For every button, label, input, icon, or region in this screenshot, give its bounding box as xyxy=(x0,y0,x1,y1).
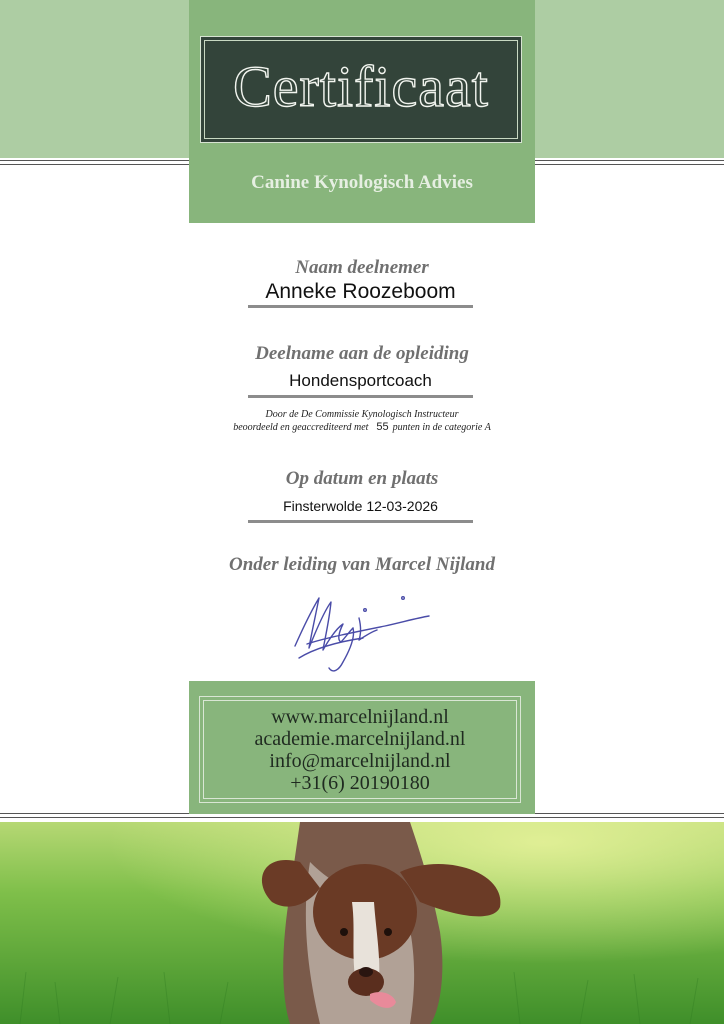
date-place-value: Finsterwolde 12-03-2026 xyxy=(283,498,438,514)
website-link[interactable]: www.marcelnijland.nl xyxy=(271,706,449,728)
accreditation-suffix: punten in de categorie A xyxy=(392,422,491,433)
course-underline xyxy=(248,395,473,398)
email-link[interactable]: info@marcelnijland.nl xyxy=(269,750,451,772)
date-place-label: Op datum en plaats xyxy=(285,468,439,489)
header-panel xyxy=(189,0,535,223)
title-box xyxy=(200,36,522,143)
phone-number: +31(6) 20190180 xyxy=(290,772,430,794)
supervisor-label: Onder leiding van Marcel Nijland xyxy=(228,554,495,575)
footer-panel xyxy=(189,681,535,814)
dog-photo xyxy=(0,822,724,1024)
organization-name: Canine Kynologisch Advies xyxy=(251,172,473,193)
bottom-divider-line-2 xyxy=(0,817,724,818)
date-place-underline xyxy=(248,520,473,523)
academy-link[interactable]: academie.marcelnijland.nl xyxy=(254,728,466,750)
certificate-title: Certificaat xyxy=(233,54,489,119)
accreditation-points: 55 xyxy=(376,421,389,433)
course-label: Deelname aan de opleiding xyxy=(255,343,469,364)
participant-name: Anneke Roozeboom xyxy=(265,280,456,303)
accreditation-line-2 xyxy=(0,421,724,433)
accreditation-prefix: beoordeeld en geaccrediteerd met xyxy=(233,422,369,433)
participant-underline xyxy=(248,305,473,308)
contact-box xyxy=(199,696,521,803)
course-name: Hondensportcoach xyxy=(289,371,432,390)
signature-image xyxy=(285,588,440,680)
participant-label: Naam deelnemer xyxy=(295,257,429,278)
accreditation-line-1: Door de De Commissie Kynologisch Instructeur xyxy=(265,409,459,420)
